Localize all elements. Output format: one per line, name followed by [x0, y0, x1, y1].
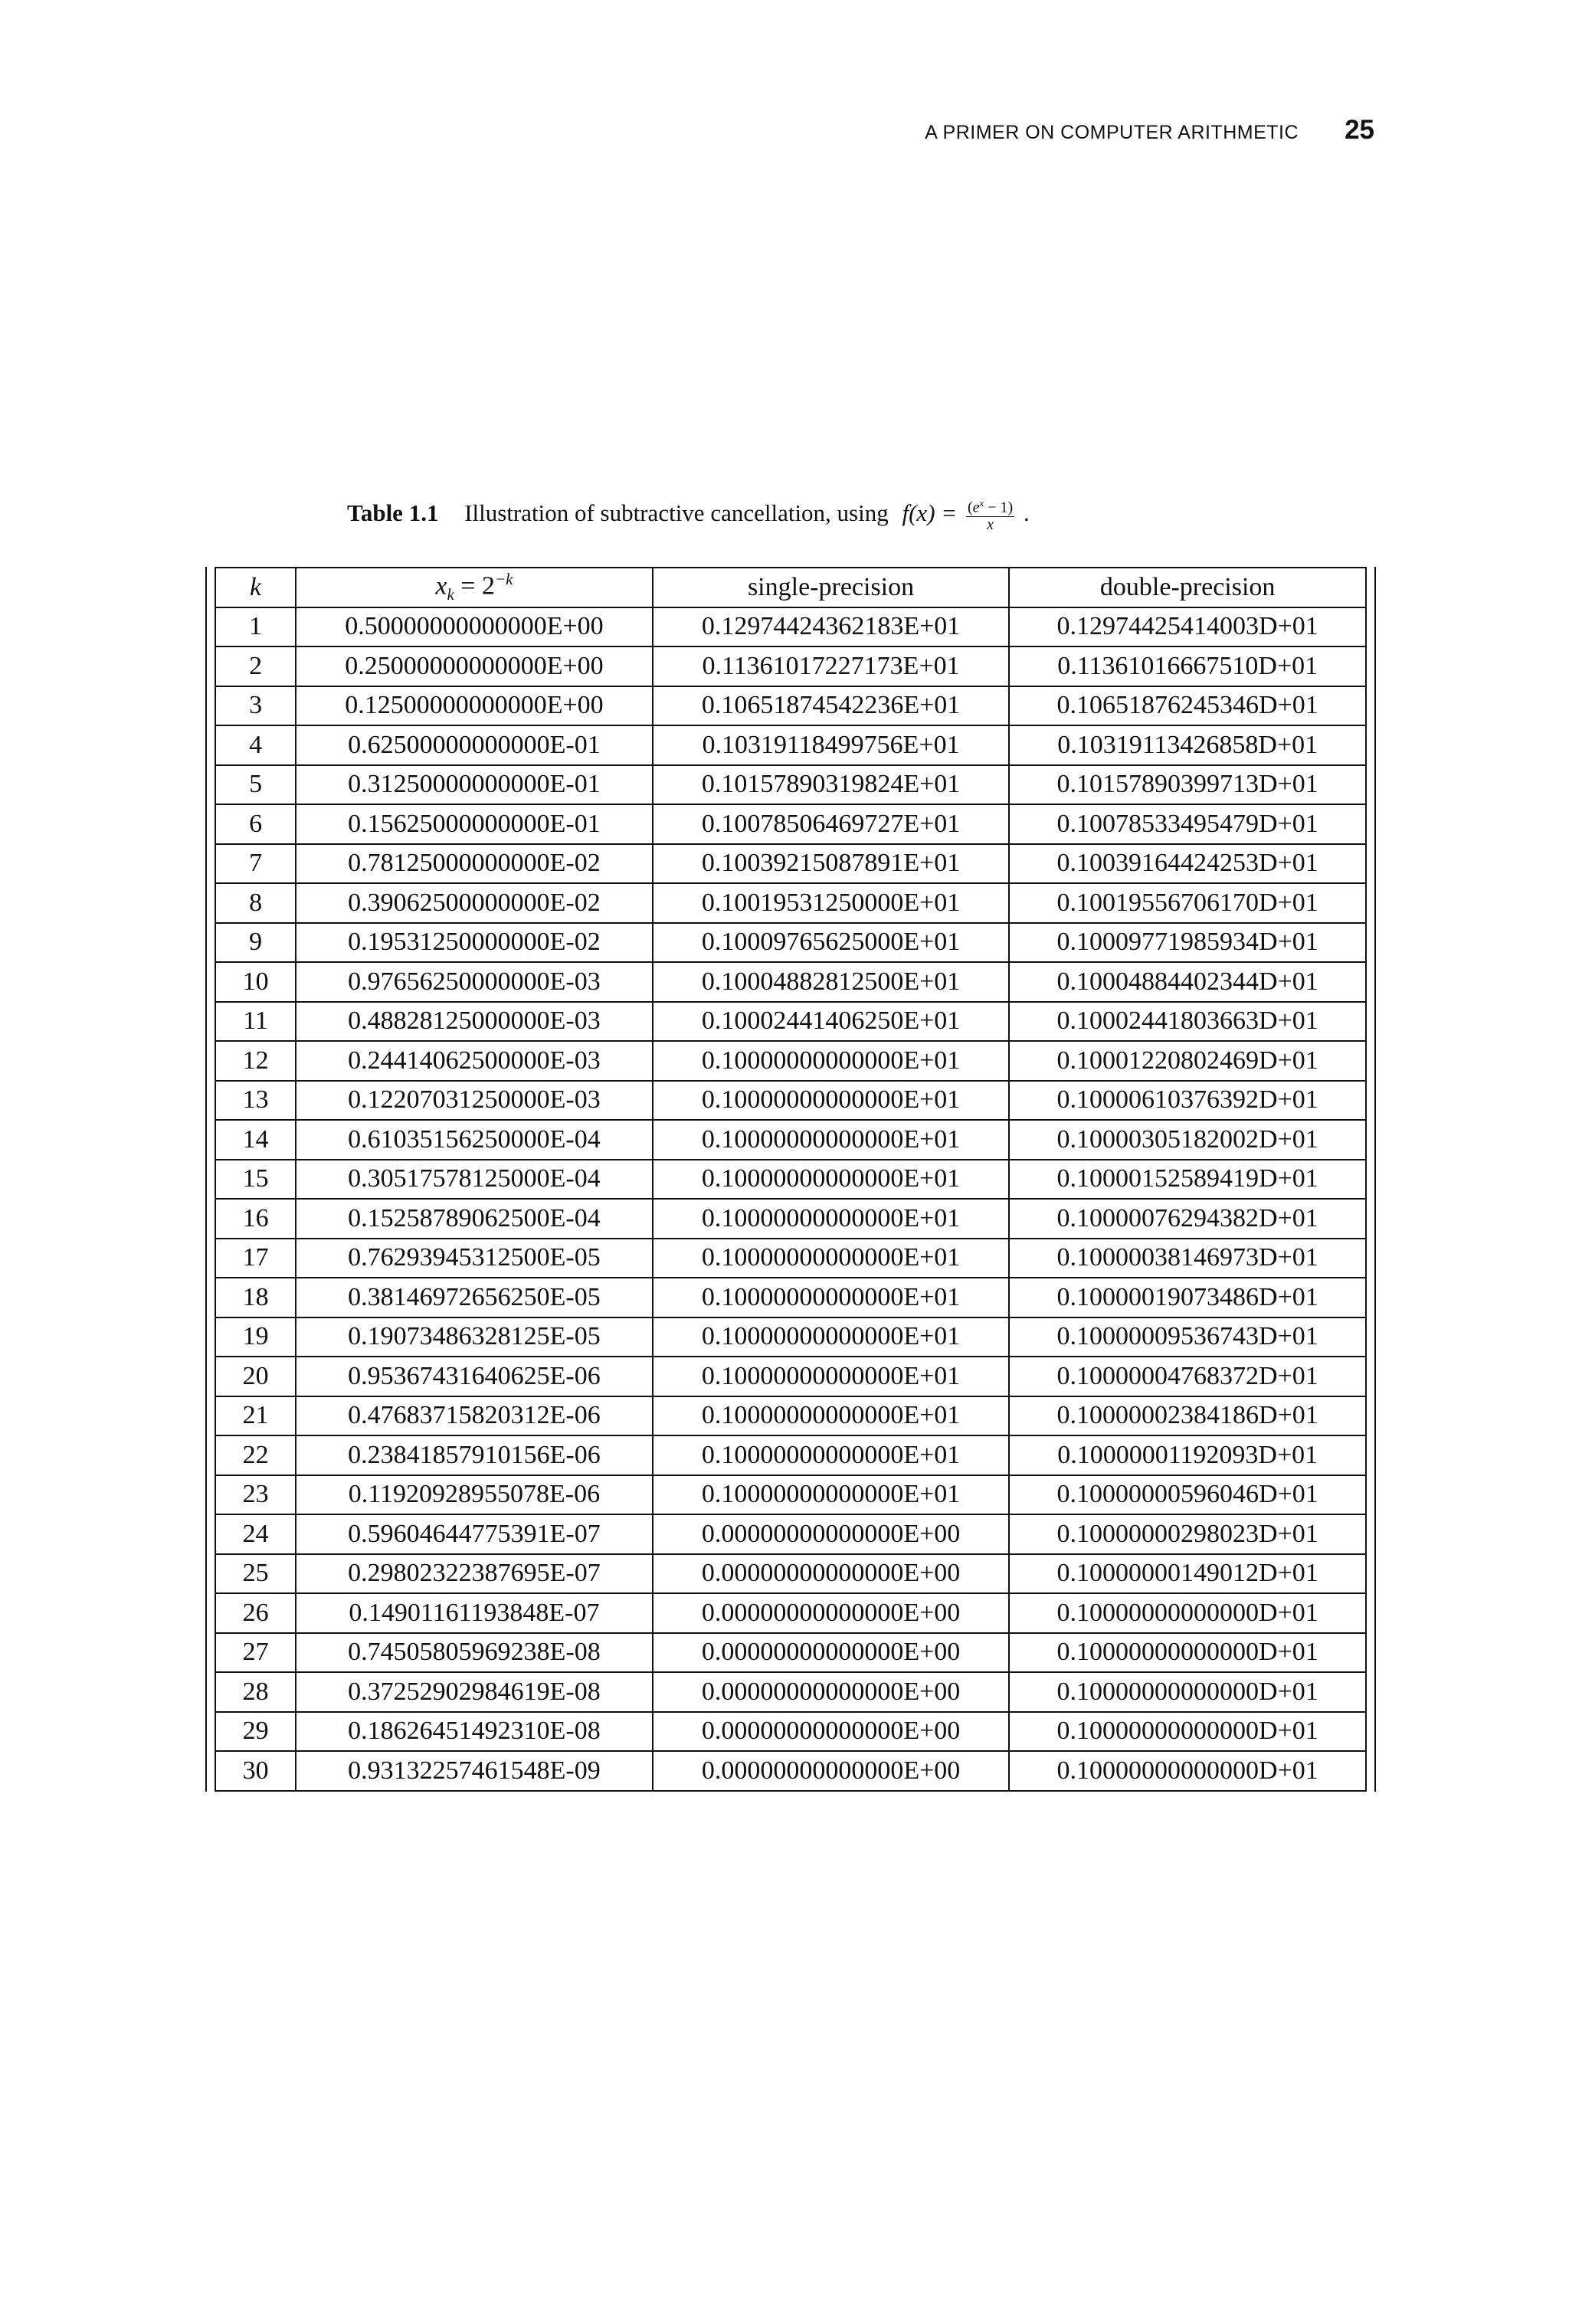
cell-single-precision: 0.10157890319824E+01 [653, 765, 1010, 805]
table-row [215, 765, 1366, 805]
table-row [215, 1514, 1366, 1554]
cell-double-precision: 0.10000152589419D+01 [1009, 1160, 1366, 1200]
cell-xk: 0.37252902984619E-08 [296, 1672, 653, 1712]
cell-double-precision: 0.10001220802469D+01 [1009, 1041, 1366, 1081]
table-row [215, 1633, 1366, 1673]
cell-double-precision: 0.10157890399713D+01 [1009, 765, 1366, 805]
running-head [925, 115, 1374, 146]
cell-single-precision: 0.10009765625000E+01 [653, 923, 1010, 963]
cell-single-precision: 0.12974424362183E+01 [653, 607, 1010, 647]
cell-xk: 0.11920928955078E-06 [296, 1475, 653, 1515]
cell-double-precision: 0.10000000000000D+01 [1009, 1712, 1366, 1752]
cell-single-precision: 0.10000000000000E+01 [653, 1081, 1010, 1121]
cell-xk: 0.50000000000000E+00 [296, 607, 653, 647]
cell-xk: 0.95367431640625E-06 [296, 1357, 653, 1396]
caption-formula-end: . [1023, 499, 1030, 526]
cell-double-precision: 0.10000076294382D+01 [1009, 1199, 1366, 1239]
cell-single-precision: 0.10000000000000E+01 [653, 1317, 1010, 1357]
table-row [215, 1278, 1366, 1317]
cell-single-precision: 0.10000000000000E+01 [653, 1396, 1010, 1436]
cell-xk: 0.14901161193848E-07 [296, 1593, 653, 1633]
cell-double-precision: 0.10000000298023D+01 [1009, 1514, 1366, 1554]
header-k: k [215, 568, 296, 607]
cell-double-precision: 0.10000000596046D+01 [1009, 1475, 1366, 1515]
cell-single-precision: 0.10000000000000E+01 [653, 1239, 1010, 1278]
cell-double-precision: 0.10009771985934D+01 [1009, 923, 1366, 963]
cell-double-precision: 0.10039164424253D+01 [1009, 844, 1366, 884]
cell-xk: 0.78125000000000E-02 [296, 844, 653, 884]
cell-xk: 0.61035156250000E-04 [296, 1120, 653, 1160]
cell-k: 7 [215, 844, 296, 884]
cell-double-precision: 0.10000000149012D+01 [1009, 1554, 1366, 1594]
table-row [215, 883, 1366, 923]
header-xk: $x_k = 2^{-k}$ [296, 568, 653, 607]
cell-k: 29 [215, 1712, 296, 1752]
table-row [215, 1239, 1366, 1278]
caption-formula-numerator: $(e^x - 1)$ [967, 497, 1014, 516]
cell-single-precision: 0.10039215087891E+01 [653, 844, 1010, 884]
cell-k: 14 [215, 1120, 296, 1160]
cell-k: 4 [215, 725, 296, 765]
cell-k: 9 [215, 923, 296, 963]
cell-xk: 0.97656250000000E-03 [296, 962, 653, 1002]
cell-single-precision: 0.10000000000000E+01 [653, 1435, 1010, 1475]
cell-single-precision: 0.00000000000000E+00 [653, 1514, 1010, 1554]
cell-k: 20 [215, 1357, 296, 1396]
cell-xk: 0.12500000000000E+00 [296, 686, 653, 726]
cell-xk: 0.39062500000000E-02 [296, 883, 653, 923]
cell-double-precision: 0.10000000000000D+01 [1009, 1751, 1366, 1791]
cell-double-precision: 0.10000305182002D+01 [1009, 1120, 1366, 1160]
cell-single-precision: 0.11361017227173E+01 [653, 646, 1010, 686]
table-row [215, 1160, 1366, 1200]
header-single-precision: single-precision [653, 568, 1010, 607]
table-header-row [215, 568, 1366, 607]
cell-k: 27 [215, 1633, 296, 1673]
cell-xk: 0.12207031250000E-03 [296, 1081, 653, 1121]
table-row [215, 1317, 1366, 1357]
cell-xk: 0.38146972656250E-05 [296, 1278, 653, 1317]
cell-xk: 0.19531250000000E-02 [296, 923, 653, 963]
cell-k: 22 [215, 1435, 296, 1475]
table-row [215, 1712, 1366, 1752]
table-row [215, 1593, 1366, 1633]
table-row [215, 923, 1366, 963]
cell-k: 25 [215, 1554, 296, 1594]
table-caption [347, 498, 1030, 533]
caption-text: Illustration of subtractive cancellation, using [464, 499, 889, 526]
table-row [215, 804, 1366, 844]
cell-single-precision: 0.10000000000000E+01 [653, 1475, 1010, 1515]
cell-k: 10 [215, 962, 296, 1002]
table-row [215, 1002, 1366, 1042]
table-row [215, 1751, 1366, 1791]
cell-single-precision: 0.10000000000000E+01 [653, 1160, 1010, 1200]
table-row [215, 607, 1366, 647]
cell-single-precision: 0.00000000000000E+00 [653, 1751, 1010, 1791]
cell-xk: 0.62500000000000E-01 [296, 725, 653, 765]
cell-double-precision: 0.10000000000000D+01 [1009, 1633, 1366, 1673]
table-row [215, 646, 1366, 686]
cell-xk: 0.47683715820312E-06 [296, 1396, 653, 1436]
cell-xk: 0.18626451492310E-08 [296, 1712, 653, 1752]
header-double-precision: double-precision [1009, 568, 1366, 607]
table-row [215, 844, 1366, 884]
cell-k: 26 [215, 1593, 296, 1633]
cell-k: 18 [215, 1278, 296, 1317]
cell-double-precision: 0.11361016667510D+01 [1009, 646, 1366, 686]
cell-single-precision: 0.10019531250000E+01 [653, 883, 1010, 923]
table-row [215, 686, 1366, 726]
cell-double-precision: 0.10000009536743D+01 [1009, 1317, 1366, 1357]
cell-double-precision: 0.10000002384186D+01 [1009, 1396, 1366, 1436]
cell-k: 6 [215, 804, 296, 844]
running-title: A PRIMER ON COMPUTER ARITHMETIC [925, 122, 1299, 143]
table-row [215, 1475, 1366, 1515]
cell-double-precision: 0.10000001192093D+01 [1009, 1435, 1366, 1475]
cell-k: 30 [215, 1751, 296, 1791]
cell-single-precision: 0.10000000000000E+01 [653, 1041, 1010, 1081]
cell-double-precision: 0.10000019073486D+01 [1009, 1278, 1366, 1317]
cell-k: 19 [215, 1317, 296, 1357]
cell-xk: 0.29802322387695E-07 [296, 1554, 653, 1594]
cell-xk: 0.74505805969238E-08 [296, 1633, 653, 1673]
table-row [215, 962, 1366, 1002]
table-row [215, 1081, 1366, 1121]
cell-single-precision: 0.10004882812500E+01 [653, 962, 1010, 1002]
cell-xk: 0.93132257461548E-09 [296, 1751, 653, 1791]
results-table [215, 567, 1367, 1792]
table-row [215, 1199, 1366, 1239]
caption-formula-lhs: f(x) = [902, 499, 958, 526]
table-row [215, 725, 1366, 765]
cell-xk: 0.48828125000000E-03 [296, 1002, 653, 1042]
cell-double-precision: 0.10078533495479D+01 [1009, 804, 1366, 844]
cell-single-precision: 0.10651874542236E+01 [653, 686, 1010, 726]
cell-k: 1 [215, 607, 296, 647]
cell-double-precision: 0.10000004768372D+01 [1009, 1357, 1366, 1396]
cell-single-precision: 0.10078506469727E+01 [653, 804, 1010, 844]
cell-xk: 0.19073486328125E-05 [296, 1317, 653, 1357]
table-row [215, 1041, 1366, 1081]
cell-single-precision: 0.00000000000000E+00 [653, 1672, 1010, 1712]
table-body [215, 607, 1366, 1791]
table-row [215, 1357, 1366, 1396]
cell-k: 21 [215, 1396, 296, 1436]
cell-xk: 0.24414062500000E-03 [296, 1041, 653, 1081]
cell-double-precision: 0.10004884402344D+01 [1009, 962, 1366, 1002]
cell-single-precision: 0.00000000000000E+00 [653, 1712, 1010, 1752]
cell-k: 2 [215, 646, 296, 686]
cell-k: 3 [215, 686, 296, 726]
cell-double-precision: 0.10019556706170D+01 [1009, 883, 1366, 923]
cell-k: 12 [215, 1041, 296, 1081]
cell-double-precision: 0.10000038146973D+01 [1009, 1239, 1366, 1278]
cell-k: 15 [215, 1160, 296, 1200]
cell-k: 23 [215, 1475, 296, 1515]
caption-label: Table 1.1 [347, 499, 439, 526]
cell-single-precision: 0.10000000000000E+01 [653, 1120, 1010, 1160]
cell-double-precision: 0.10000610376392D+01 [1009, 1081, 1366, 1121]
table-row [215, 1672, 1366, 1712]
cell-double-precision: 0.10000000000000D+01 [1009, 1593, 1366, 1633]
table-row [215, 1396, 1366, 1436]
caption-formula-denominator: x [987, 516, 994, 533]
page-number: 25 [1345, 115, 1374, 145]
cell-xk: 0.76293945312500E-05 [296, 1239, 653, 1278]
cell-single-precision: 0.00000000000000E+00 [653, 1633, 1010, 1673]
cell-single-precision: 0.10319118499756E+01 [653, 725, 1010, 765]
cell-k: 13 [215, 1081, 296, 1121]
cell-xk: 0.59604644775391E-07 [296, 1514, 653, 1554]
cell-single-precision: 0.10000000000000E+01 [653, 1278, 1010, 1317]
cell-k: 17 [215, 1239, 296, 1278]
cell-k: 5 [215, 765, 296, 805]
cell-xk: 0.31250000000000E-01 [296, 765, 653, 805]
cell-double-precision: 0.10651876245346D+01 [1009, 686, 1366, 726]
cell-xk: 0.15258789062500E-04 [296, 1199, 653, 1239]
cell-double-precision: 0.12974425414003D+01 [1009, 607, 1366, 647]
table-row [215, 1435, 1366, 1475]
cell-k: 8 [215, 883, 296, 923]
cell-xk: 0.15625000000000E-01 [296, 804, 653, 844]
table-row [215, 1554, 1366, 1594]
cell-single-precision: 0.10000000000000E+01 [653, 1199, 1010, 1239]
cell-double-precision: 0.10319113426858D+01 [1009, 725, 1366, 765]
cell-double-precision: 0.10000000000000D+01 [1009, 1672, 1366, 1712]
cell-xk: 0.23841857910156E-06 [296, 1435, 653, 1475]
cell-xk: 0.30517578125000E-04 [296, 1160, 653, 1200]
cell-k: 28 [215, 1672, 296, 1712]
cell-double-precision: 0.10002441803663D+01 [1009, 1002, 1366, 1042]
cell-single-precision: 0.00000000000000E+00 [653, 1593, 1010, 1633]
cell-single-precision: 0.00000000000000E+00 [653, 1554, 1010, 1594]
cell-k: 24 [215, 1514, 296, 1554]
cell-single-precision: 0.10002441406250E+01 [653, 1002, 1010, 1042]
cell-k: 11 [215, 1002, 296, 1042]
cell-xk: 0.25000000000000E+00 [296, 646, 653, 686]
caption-formula-fraction [966, 498, 1014, 533]
table-row [215, 1120, 1366, 1160]
cell-k: 16 [215, 1199, 296, 1239]
results-table-frame [205, 567, 1376, 1792]
cell-single-precision: 0.10000000000000E+01 [653, 1357, 1010, 1396]
